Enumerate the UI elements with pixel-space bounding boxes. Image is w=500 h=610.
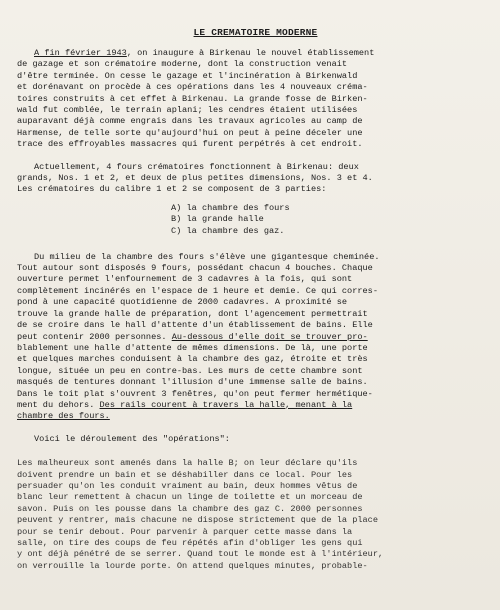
paragraph-line: y ont déjà pénétré de se serrer. Quand tout le monde est à l'intérieur,: [17, 549, 384, 560]
paragraph-line: complètement incinérés en l'espace de 1 heure et demie. Ce qui corres-: [17, 285, 378, 296]
paragraph-ovens: [17, 252, 490, 423]
paragraph-line: et quelques marches conduisent à la chambre des gaz, étroite et très: [17, 354, 368, 365]
paragraph-line: salle, on tire des coups de feu répétés afin d'obliger les gens qui: [17, 538, 363, 548]
paragraph-line: de se croire dans le hall d'attente d'un établissement de bains. Elle: [17, 320, 373, 331]
paragraph-line: de gazage et son crématoire moderne, dont la construction venait: [17, 59, 348, 70]
paragraph-line: pour se tenir debout. Pour parvenir à parquer cette masse dans la: [17, 526, 353, 537]
paragraph-line: Du milieu de la chambre des fours s'élève une gigantesque cheminée.: [34, 251, 380, 262]
underlined-passage: Au-dessous d'elle doit se trouver pro-: [171, 331, 368, 342]
paragraph-line: trouve la grande halle de préparation, dont l'agencement permettrait: [17, 308, 368, 319]
paragraph-line: Tout autour sont disposés 9 fours, possédant chacun 4 bouches. Chaque: [17, 263, 373, 274]
paragraph-line: pond à une capacité quotidienne de 2000 cadavres. A proximité se: [17, 297, 348, 308]
paragraph-line: auparavant déjà comme engrais dans les travaux agricoles au camp de: [17, 116, 363, 127]
paragraph-line: wald fut comblée, le terrain aplani; les cendres étaient utilisées: [17, 105, 358, 116]
paragraph-line: Voici le déroulement des "opérations":: [34, 433, 230, 444]
paragraph-line: savon. Puis on les pousse dans la chambre des gaz C. 2000 personnes: [17, 503, 363, 514]
paragraph-line: toires construits à cet effet à Birkenau. La grande fosse de Birken-: [17, 93, 368, 104]
underlined-passage: Des rails courent à travers la halle, menant à la: [99, 399, 353, 410]
paragraph-line: [17, 411, 490, 422]
paragraph-line: doivent prendre un bain et se déshabiller dans ce local. Pour les: [17, 469, 353, 480]
paragraph-line: trace des effroyables massacres qui furent perpétrés à cet endroit.: [17, 139, 363, 150]
date-underlined: A fin février 1943: [34, 48, 127, 58]
paragraph-line: peuvent y rentrer, mais chacune ne dispose strictement que de la place: [17, 515, 378, 526]
paragraph-line: longue, située un peu en contre-bas. Les murs de cette chambre sont: [17, 365, 363, 376]
list-item: C) la chambre des gaz.: [171, 226, 285, 237]
paragraph-operations-intro: [17, 434, 490, 445]
paragraph-line: et dorénavant on procède à ces opérations dans les 4 nouveaux créma-: [17, 82, 368, 93]
paragraph-line: persuader qu'on les conduit vraiment au bain, deux hommes vêtus de: [17, 480, 358, 491]
paragraph-line: Dans le toit plat s'ouvrent 3 fenêtres, qu'on peut fermer hermétique-: [17, 388, 373, 399]
paragraph-line: d'être terminée. On cesse le gazage et l'incinération à Birkenwald: [17, 70, 358, 81]
paragraph-inauguration: [17, 48, 490, 151]
paragraph-line: on verrouille la lourde porte. On attend quelques minutes, probable-: [17, 560, 368, 571]
list-item: B) la grande halle: [171, 214, 264, 225]
paragraph-line: ment du dehors. Des rails courent à travers la halle, menant à la: [17, 399, 353, 410]
list-item: A) la chambre des fours: [171, 202, 290, 213]
paragraph-line: grands, Nos. 1 et 2, et deux de plus petites dimensions, Nos. 3 et 4.: [17, 173, 373, 184]
paragraph-crematoria: [17, 162, 490, 196]
paragraph-line: Actuellement, 4 fours crématoires fonctionnent à Birkenau: deux: [34, 161, 359, 172]
document-title: LE CREMATOIRE MODERNE: [193, 27, 318, 38]
paragraph-line: A fin février 1943, on inaugure à Birkenau le nouvel établissement: [34, 48, 375, 58]
paragraph-line: masqués de tentures donnant l'illusion d'une immense salle de bains.: [17, 377, 368, 388]
parts-list: [171, 203, 490, 238]
paragraph-line: Harmense, de telle sorte qu'aujourd'hui on peut à peine déceler une: [17, 127, 363, 138]
paragraph-line: Les malheureux sont amenés dans la halle B; on leur déclare qu'ils: [17, 458, 358, 469]
paragraph-line: peut contenir 2000 personnes. Au-dessous d'elle doit se trouver pro-: [17, 331, 368, 342]
paragraph-line: ouverture permet l'enfournement de 3 cadavres à la fois, qui sont: [17, 274, 353, 285]
paragraph-line: blanc leur remettent à chacun un linge de toilette et un morceau de: [17, 492, 363, 503]
paragraph-line: blablement une halle d'attente de mêmes dimensions. De là, une porte: [17, 342, 368, 353]
paragraph-procedure: [17, 458, 490, 572]
underlined-passage: chambre des fours.: [17, 411, 110, 422]
paragraph-line: Les crématoires du calibre 1 et 2 se composent de 3 parties:: [17, 184, 327, 195]
